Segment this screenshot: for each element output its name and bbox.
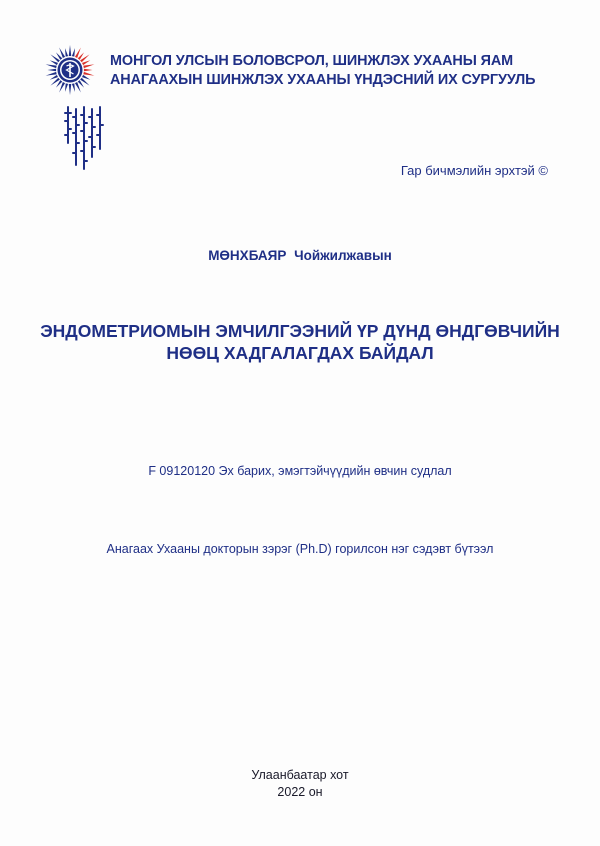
logo-ray <box>65 48 68 57</box>
institution-header <box>110 52 580 90</box>
city-name: Улаанбаатар хот <box>251 768 349 782</box>
logo-ray <box>46 72 57 76</box>
logo-ray <box>72 48 75 57</box>
logo-ray <box>69 84 72 95</box>
logo-ray <box>48 69 57 72</box>
author-name: МӨНХБАЯР Чойжилжавын <box>208 248 392 263</box>
year: 2022 он <box>277 785 323 799</box>
logo-ray <box>72 83 75 92</box>
copyright-note: Гар бичмэлийн эрхтэй © <box>400 163 548 178</box>
logo-ray <box>46 64 57 68</box>
logo-ray <box>50 75 58 80</box>
thesis-title <box>40 320 560 364</box>
logo-ray <box>83 72 94 76</box>
logo-ray <box>69 45 72 56</box>
degree-statement: Анагаах Ухааны докторын зэрэг (Ph.D) горилсон нэг сэдэвт бүтээл <box>106 542 494 556</box>
logo-ray <box>84 69 93 72</box>
place-and-year <box>0 767 600 801</box>
ministry-name: МОНГОЛ УЛСЫН БОЛОВСРОЛ, ШИНЖЛЭХ УХААНЫ ЯАМ <box>110 53 514 69</box>
logo-ray <box>82 75 90 80</box>
university-logo-icon <box>44 44 96 96</box>
logo-ray <box>50 60 58 65</box>
thesis-title-line-1: ЭНДОМЕТРИОМЫН ЭМЧИЛГЭЭНИЙ ҮР ДҮНД ӨНДГӨВЧИЙН <box>40 321 560 341</box>
logo-ray <box>65 83 68 92</box>
logo-ray <box>83 64 94 68</box>
university-name: АНАГААХЫН ШИНЖЛЭХ УХААНЫ ҮНДЭСНИЙ ИХ СУРГУУЛЬ <box>110 72 536 88</box>
logo-ray <box>82 60 90 65</box>
mongolian-script-logo-text <box>60 103 106 175</box>
specialty-code: F 09120120 Эх барих, эмэгтэйчүүдийн өвчин судлал <box>148 464 452 478</box>
thesis-title-line-2: НӨӨЦ ХАДГАЛАГДАХ БАЙДАЛ <box>166 343 434 363</box>
